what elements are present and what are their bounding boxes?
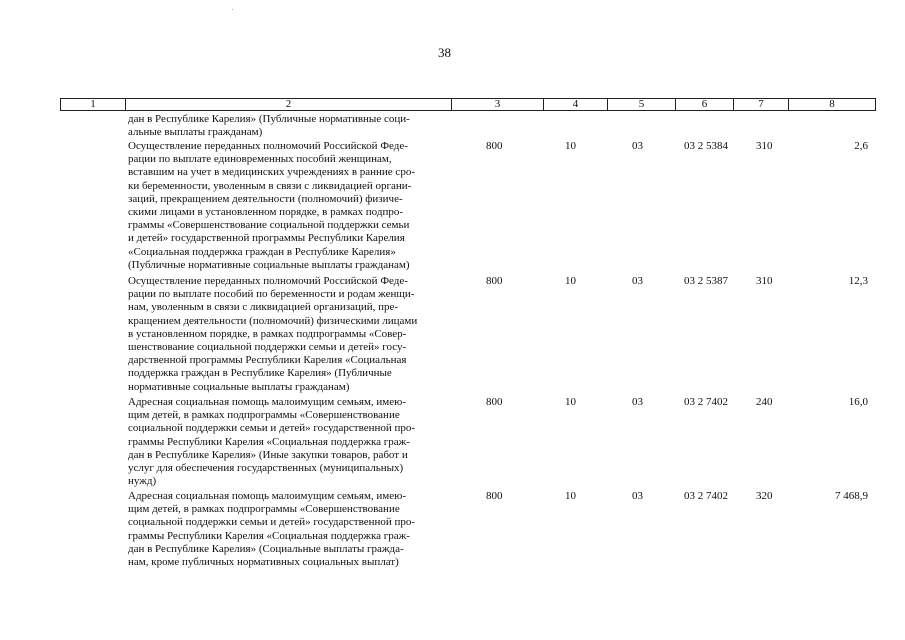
cell-col-6: 03 2 7402 [684,396,728,408]
row-description: Адресная социальная помощь малоимущим семьям, имею- щим детей, в рамках подпрограммы «Совершенствование социальной поддержки семьи и детей» государственной про- граммы Республики Карелия «Социальная поддержка граж- дан в Республике Карелия» (Иные закупки товаров, работ и услуг для обеспечения государственных (муниципальных) нужд) [128,396,416,488]
cell-col-5: 03 [632,490,643,502]
cell-col-7: 320 [756,490,773,502]
header-col-7: 7 [733,99,788,110]
row-description: дан в Республике Карелия» (Публичные нормативные соци- альные выплаты гражданам) [128,113,410,139]
header-col-5: 5 [607,99,675,110]
page-number: 38 [438,45,451,60]
cell-col-4: 10 [565,396,576,408]
cell-col-7: 240 [756,396,773,408]
cell-col-7: 310 [756,275,773,287]
cell-col-6: 03 2 7402 [684,490,728,502]
cell-col-5: 03 [632,396,643,408]
cell-col-3: 800 [486,275,503,287]
header-col-2: 2 [125,99,451,110]
cell-col-8: 12,3 [848,275,868,287]
header-col-4: 4 [543,99,607,110]
row-description: Осуществление переданных полномочий Российской Феде- рации по выплате единовременных пособий женщинам, вставшим на учет в медицинских учреждениях в ранние сро- ки беременности, уволенным в связи с ликвидацией органи- заций, прекращением деятельности (полномочий) физиче- скими лицами в установленном порядке, в рамках подпро- граммы «Совершенствование социальной поддержки семьи и детей» государственной программы Республики Карелия «Социальная поддержка граждан в Республике Карелия» (Публичные нормативные социальные выплаты гражданам) [128,140,415,271]
cell-col-8: 7 468,9 [835,490,868,502]
row-description: Осуществление переданных полномочий Российской Феде- рации по выплате пособий по беременности и родам женщи- нам, уволенным в связи с ликвидацией организаций, пре- кращением деятельности (полномочий) физическими лицами в установленном порядке, в рамках подпрограммы «Совер- шенствование социальной поддержки семьи и детей» госу- дарственной программы Республики Карелия «Социальная поддержка граждан в Республике Карелия» (Публичные нормативные социальные выплаты гражданам) [128,275,418,393]
table-header-row [60,98,876,111]
header-col-1: 1 [90,98,96,110]
cell-col-4: 10 [565,490,576,502]
row-description: Адресная социальная помощь малоимущим семьям, имею- щим детей, в рамках подпрограммы «Совершенствование социальной поддержки семьи и детей» государственной про- граммы Республики Карелия «Социальная поддержка граж- дан в Республике Карелия» (Социальные выплаты гражда- нам, кроме публичных нормативных социальных выплат) [128,490,416,569]
cell-col-4: 10 [565,275,576,287]
header-col-6: 6 [675,99,733,110]
header-col-8: 8 [788,99,875,110]
cell-col-8: 16,0 [848,396,868,408]
cell-col-3: 800 [486,140,503,152]
cell-col-3: 800 [486,396,503,408]
cell-col-5: 03 [632,275,643,287]
cell-col-3: 800 [486,490,503,502]
cell-col-8: 2,6 [854,140,868,152]
cell-col-6: 03 2 5384 [684,140,728,152]
cell-col-6: 03 2 5387 [684,275,728,287]
cell-col-5: 03 [632,140,643,152]
cell-col-4: 10 [565,140,576,152]
scan-speck [232,9,233,10]
cell-col-7: 310 [756,140,773,152]
header-col-3: 3 [451,99,543,110]
